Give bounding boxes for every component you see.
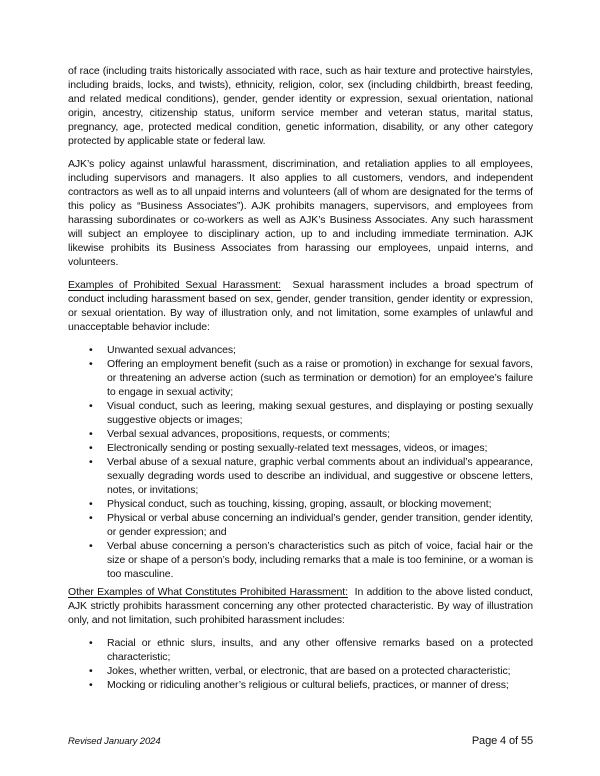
section-heading-sexual-harassment: Examples of Prohibited Sexual Harassment: xyxy=(68,279,281,291)
page-footer xyxy=(68,734,533,749)
list-item: • Unwanted sexual advances; xyxy=(68,343,533,357)
footer-revision-date: Revised January 2024 xyxy=(68,736,161,747)
paragraph-policy-scope: AJK’s policy against unlawful harassment, discrimination, and retaliation applies to all employees, including supervisors and managers. It also applies to all customers, vendors, and independent contractors as well as to all unpaid interns and volunteers (all of whom are designated for the terms of this policy as “Business Associates”). AJK prohibits managers, supervisors, and employees from harassing subordinates or co-workers as well as AJK’s Business Associates. Any such harassment will subject an employee to disciplinary action, up to and including immediate termination. AJK likewise prohibits its Business Associates from harassing our employees, unpaid interns, and volunteers. xyxy=(68,158,533,268)
list-item: • Electronically sending or posting sexually-related text messages, videos, or images; xyxy=(68,441,533,455)
list-item: • Verbal sexual advances, propositions, requests, or comments; xyxy=(68,427,533,441)
list-item: • Offering an employment benefit (such as a raise or promotion) in exchange for sexual favors, or threatening an adverse action (such as termination or demotion) for an employee’s failure to engage in sexual activity; xyxy=(68,357,533,399)
list-item: • Jokes, whether written, verbal, or electronic, that are based on a protected characteristic; xyxy=(68,664,533,678)
section-heading-other-harassment: Other Examples of What Constitutes Prohibited Harassment: xyxy=(68,586,348,598)
other-harassment-bullet-list xyxy=(68,636,533,692)
sexual-harassment-bullet-list xyxy=(68,343,533,581)
list-item: • Verbal abuse of a sexual nature, graphic verbal comments about an individual’s appearance, sexually degrading words used to describe an individual, and suggestive or obscene letters, notes, or invitations; xyxy=(68,455,533,497)
list-item: • Verbal abuse concerning a person’s characteristics such as pitch of voice, facial hair or the size or shape of a person’s body, including remarks that a male is too feminine, or a woman is too masculine. xyxy=(68,539,533,581)
list-item: • Mocking or ridiculing another’s religious or cultural beliefs, practices, or manner of dress; xyxy=(68,678,533,692)
list-item: • Physical or verbal abuse concerning an individual’s gender, gender transition, gender identity, or gender expression; and xyxy=(68,511,533,539)
list-item: • Physical conduct, such as touching, kissing, groping, assault, or blocking movement; xyxy=(68,497,533,511)
paragraph-protected-categories: of race (including traits historically associated with race, such as hair texture and protective hairstyles, including braids, locks, and twists), ethnicity, religion, color, sex (including childbirth, breast feeding, and related medical conditions), gender, gender identity or expression, sexual orientation, national origin, ancestry, citizenship status, uniform service member and veteran status, marital status, pregnancy, age, protected medical condition, genetic information, disability, or any other category protected by applicable state or federal law. xyxy=(68,65,533,147)
section-sexual-harassment-intro-text: Sexual harassment includes a broad spectrum of conduct including harassment based on sex, gender, gender transition, gender identity or expression, or sexual orientation. By way of illustration only, and not limitation, some examples of unlawful and unacceptable behavior include: xyxy=(68,279,533,333)
section-sexual-harassment xyxy=(68,278,533,334)
list-item: • Racial or ethnic slurs, insults, and any other offensive remarks based on a protected characteristic; xyxy=(68,636,533,664)
list-item: • Visual conduct, such as leering, making sexual gestures, and displaying or posting sexually suggestive objects or images; xyxy=(68,399,533,427)
footer-page-number: Page 4 of 55 xyxy=(471,735,533,747)
heading-separator xyxy=(281,279,292,291)
section-other-harassment-intro-text: In addition to the above listed conduct, AJK strictly prohibits harassment concerning any other protected characteristic. By way of illustration only, and not limitation, such prohibited harassment includes: xyxy=(68,586,533,626)
section-other-harassment xyxy=(68,585,533,627)
heading-separator xyxy=(348,586,355,598)
